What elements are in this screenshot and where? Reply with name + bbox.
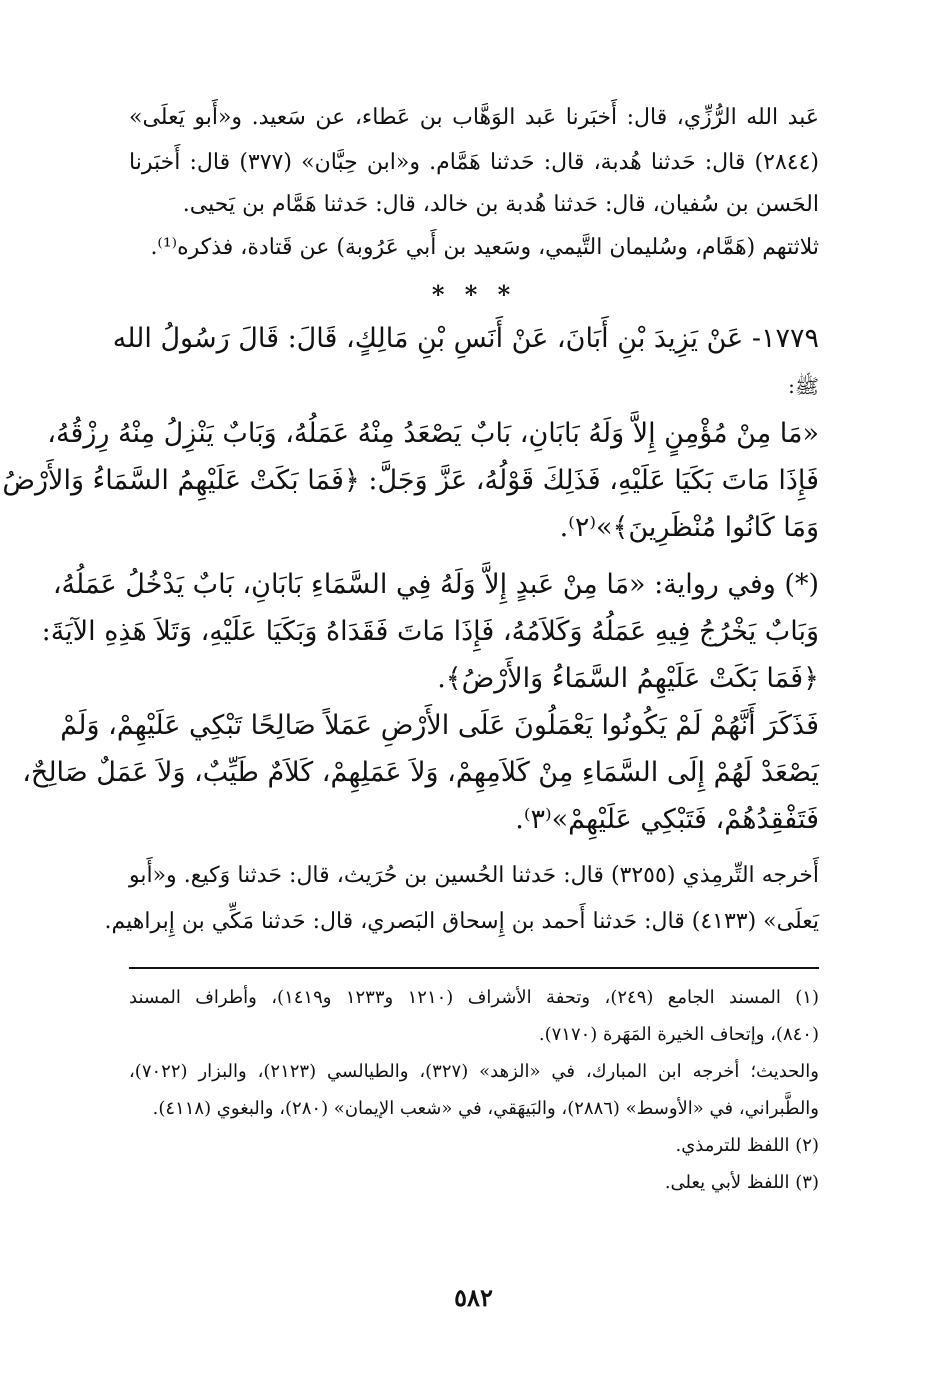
hadith-line: وَمَا كَانُوا مُنْظَرِينَ﴾»⁽٢⁾. xyxy=(559,512,819,543)
book-page xyxy=(2,95,819,1201)
footnote-line: والطَّبراني، في «الأوسط» (٢٨٨٦)، والبَيهَقي، في «شعب الإيمان» (٢٨٠)، والبغوي (٤١١٨). xyxy=(152,1098,819,1119)
section-separator: * * * xyxy=(431,280,517,309)
hadith-line: فَإِذَا مَاتَ بَكَيَا عَلَيْهِ، فَذَلِكَ قَوْلُهُ، عَزَّ وَجَلَّ: ﴿فَمَا بَكَتْ عَلَيْهِمُ السَّمَاءُ وَالأَرْضُ xyxy=(2,465,819,496)
footnote-line: (٨٤٠)، وإتحاف الخيرة المَهَرة (٧١٧٠). xyxy=(538,1024,819,1045)
riwaya-line: فَذَكَرَ أَنَّهُمْ لَمْ يَكُونُوا يَعْمَلُونَ عَلَى الأَرْضِ عَمَلاً صَالِحًا تَبْكِي عَلَيْهِمْ، وَلَمْ xyxy=(60,710,819,741)
page-number: ٥٨٢ xyxy=(454,1283,493,1312)
intro-line: الحَسن بن سُفيان، قال: حَدثنا هُدبة بن خالد، قال: حَدثنا هَمَّام بن يَحيى. xyxy=(182,192,819,217)
hadith-text xyxy=(2,315,819,843)
intro-paragraph xyxy=(129,95,819,270)
footnote-line: (٢) اللفظ للترمذي. xyxy=(675,1135,819,1156)
riwaya-line: ﴿فَمَا بَكَتْ عَلَيْهِمُ السَّمَاءُ وَالأَرْضُ﴾. xyxy=(437,663,819,694)
footnote-line: (٣) اللفظ لأبي يعلى. xyxy=(664,1172,819,1193)
footnotes-section xyxy=(129,967,819,1201)
takhrij-line: يَعلَى» (٤١٣٣) قال: حَدثنا أَحمد بن إِسحاق البَصري، قال: حَدثنا مَكِّي بن إِبراهيم. xyxy=(104,909,819,934)
paragraph-gap xyxy=(129,551,819,561)
takhrij-line: أَخرجه التِّرمِذي (٣٢٥٥) قال: حَدثنا الحُسين بن حُرَيث، قال: حَدثنا وَكيع. و«أَبو xyxy=(129,863,819,888)
riwaya-line: يَصْعَدْ لَهُمْ إِلَى السَّمَاءِ مِنْ كَلاَمِهِمْ، وَلاَ عَمَلِهِمْ، كَلاَمٌ طَيِّبٌ، وَلاَ عَمَلٌ صَالِحٌ، xyxy=(22,757,819,788)
honorific-glyph: ﷺ: xyxy=(788,374,819,398)
riwaya-line: فَتَفْقِدُهُمْ، فَتَبْكِي عَلَيْهِمْ»⁽٣⁾. xyxy=(515,804,819,835)
paragraph-gap xyxy=(129,843,819,853)
intro-line: عَبد الله الرُّزِّي، قال: أَخبَرنا عَبد الوَهَّاب بن عَطاء، عن سَعيد. و«أَبو يَعلَى» xyxy=(129,105,819,130)
takhrij-paragraph xyxy=(104,853,819,945)
hadith-line: «مَا مِنْ مُؤْمِنٍ إِلاَّ وَلَهُ بَابَانِ، بَابٌ يَصْعَدُ مِنْهُ عَمَلُهُ، وَبَابٌ يَنْزِلُ مِنْهُ رِزْقُهُ، xyxy=(47,418,819,449)
riwaya-line: وَبَابٌ يَخْرُجُ فِيهِ عَمَلُهُ وَكَلاَمُهُ، فَإِذَا مَاتَ فَقَدَاهُ وَبَكَيَا عَلَيْهِ، وَتَلاَ هَذِهِ الآيَةَ: xyxy=(41,616,819,647)
footnote-line: والحديث؛ أخرجه ابن المبارك، في «الزهد» (٣٢٧)، والطيالسي (٢١٢٣)، والبزار (٧٠٢٢)، xyxy=(129,1061,819,1082)
footnote-line: (١) المسند الجامع (٢٤٩)، وتحفة الأشراف (١٢١٠ و١٢٣٣ و١٤١٩)، وأطراف المسند xyxy=(129,987,819,1008)
hadith-line: ١٧٧٩- عَنْ يَزِيدَ بْنِ أَبَانَ، عَنْ أَنَسِ بْنِ مَالِكٍ، قَالَ: قَالَ رَسُولُ الله xyxy=(112,323,819,354)
riwaya-line: (*) وفي رواية: «مَا مِنْ عَبدٍ إِلاَّ وَلَهُ فِي السَّمَاءِ بَابَانِ، بَابٌ يَدْخُلُ عَمَلُهُ، xyxy=(52,569,819,600)
intro-line: ثلاثتهم (هَمَّام، وسُليمان التَّيمي، وسَعيد بن أَبي عَرُوبة) عن قَتادة، فذكره⁽¹⁾. xyxy=(150,235,819,260)
intro-line: (٢٨٤٤) قال: حَدثنا هُدبة، قال: حَدثنا هَمَّام. و«ابن حِبَّان» (٣٧٧) قال: أَخبَرنا xyxy=(129,150,819,175)
